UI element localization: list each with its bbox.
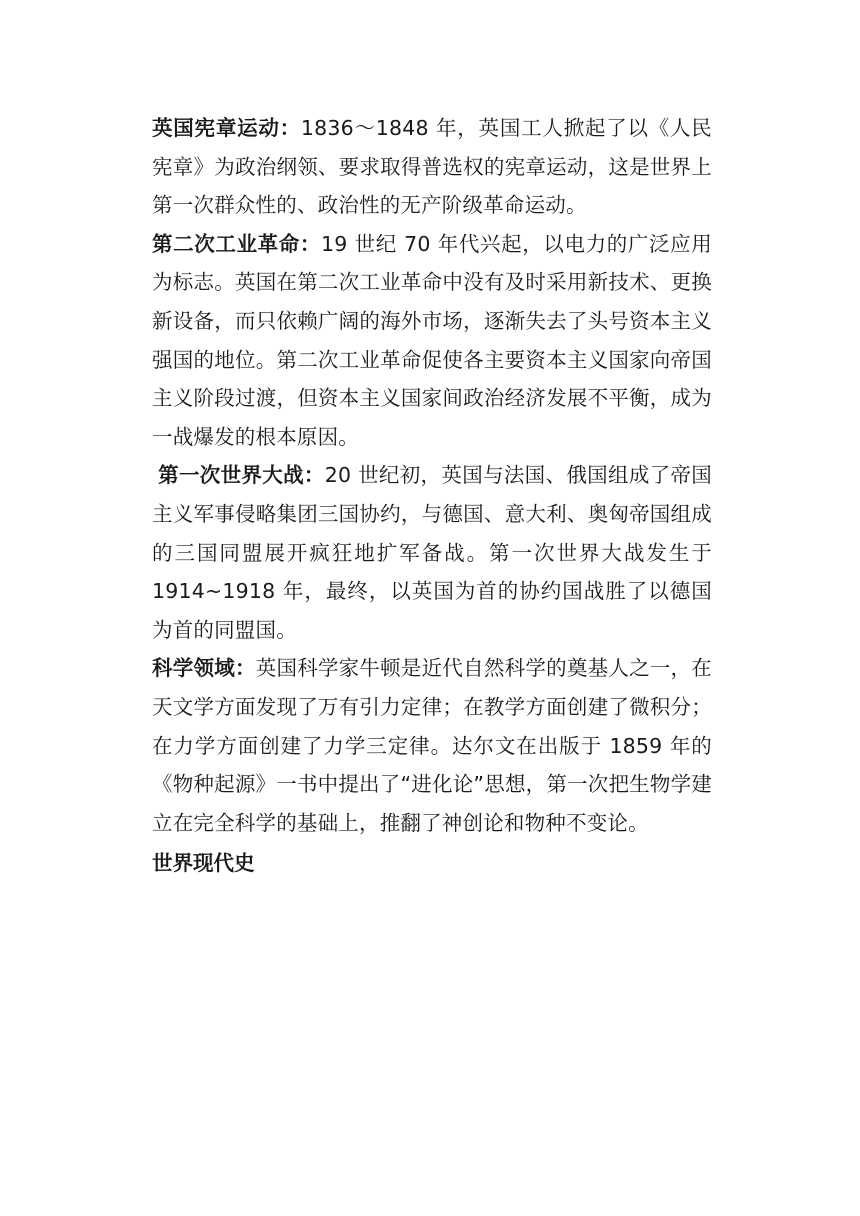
body-world-war-one: 20 世纪初，英国与法国、俄国组成了帝国主义军事侵略集团三国协约，与德国、意大利、奥匈帝国组成的三国同盟展开疯狂地扩军备战。第一次世界大战发生于 1914~1918 年，最终，以英国为首的协约国战胜了以德国为首的同盟国。	[152, 463, 712, 642]
paragraph-world-war-one	[152, 456, 712, 649]
term-second-industrial-revolution: 第二次工业革命：	[152, 231, 322, 256]
body-science: 英国科学家牛顿是近代自然科学的奠基人之一，在天文学方面发现了万有引力定律；在教学方面创建了微积分；在力学方面创建了力学三定律。达尔文在出版于 1859 年的《物种起源》一书中提出了“进化论”思想，第一次把生物学建立在完全科学的基础上，推翻了神创论和物种不变论。	[152, 656, 713, 835]
body-second-industrial-revolution: 19 世纪 70 年代兴起，以电力的广泛应用为标志。英国在第二次工业革命中没有及时采用新技术、更换新设备，而只依赖广阔的海外市场，逐渐失去了头号资本主义强国的地位。第二次工业革命促使各主要资本主义国家向帝国主义阶段过渡，但资本主义国家间政治经济发展不平衡，成为一战爆发的根本原因。	[152, 231, 712, 449]
body-chartism: 1836～1848 年，英国工人掀起了以《人民宪章》为政治纲领、要求取得普选权的宪章运动，这是世界上第一次群众性的、政治性的无产阶级革命运动。	[152, 116, 712, 218]
paragraph-science	[152, 649, 712, 842]
term-chartism: 英国宪章运动：	[152, 116, 301, 140]
paragraph-second-industrial-revolution	[152, 225, 712, 457]
term-world-war-one: 第一次世界大战：	[158, 463, 325, 488]
term-science: 科学领域：	[152, 656, 256, 681]
paragraph-chartism	[152, 109, 712, 225]
section-heading-modern-world-history: 世界现代史	[152, 851, 255, 876]
document-page	[152, 109, 712, 883]
